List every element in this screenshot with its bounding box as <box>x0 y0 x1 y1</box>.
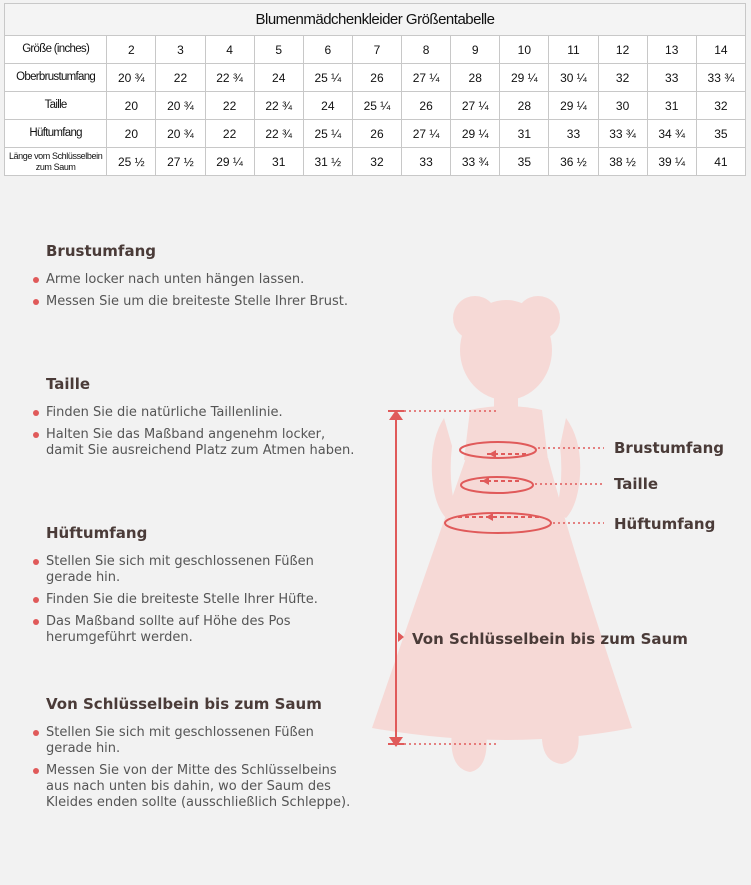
table-cell: 20 <box>107 120 156 148</box>
table-cell: 20 ¾ <box>107 64 156 92</box>
table-cell: 22 <box>156 64 205 92</box>
table-cell: 33 <box>647 64 696 92</box>
size-header-cell: 8 <box>402 36 451 64</box>
table-cell: 28 <box>451 64 500 92</box>
table-cell: 32 <box>598 64 647 92</box>
row-label-bust: Oberbrustumfang <box>5 64 107 92</box>
table-cell: 33 ¾ <box>598 120 647 148</box>
table-cell: 25 ¼ <box>352 92 401 120</box>
table-cell: 26 <box>402 92 451 120</box>
girl-silhouette <box>372 296 632 772</box>
table-cell: 24 <box>254 64 303 92</box>
list-item: Halten Sie das Maßband angenehm locker, damit Sie ausreichend Platz zum Atmen haben. <box>46 427 355 458</box>
section-title-length: Von Schlüsselbein bis zum Saum <box>46 695 322 713</box>
row-label-hip: Hüftumfang <box>5 120 107 148</box>
row-label-length: Länge vom Schlüsselbein zum Saum <box>5 148 107 176</box>
table-cell: 31 <box>500 120 549 148</box>
bust-label: Brustumfang <box>614 439 724 457</box>
list-item: Das Maßband sollte auf Höhe des Pos herumgeführt werden. <box>46 614 356 646</box>
size-header-cell: 10 <box>500 36 549 64</box>
table-cell: 29 ¼ <box>500 64 549 92</box>
table-cell: 27 ¼ <box>451 92 500 120</box>
section-title-waist: Taille <box>46 375 91 393</box>
list-item: Stellen Sie sich mit geschlossenen Füßen gerade hin. <box>46 725 356 757</box>
table-cell: 22 ¾ <box>205 64 254 92</box>
waist-label: Taille <box>614 475 659 493</box>
table-cell: 35 <box>500 148 549 176</box>
table-cell: 41 <box>696 148 745 176</box>
table-cell: 25 ¼ <box>303 64 352 92</box>
table-cell: 29 ¼ <box>549 92 598 120</box>
size-header-cell: 3 <box>156 36 205 64</box>
list-item: Finden Sie die natürliche Taillenlinie. <box>46 405 356 421</box>
table-cell: 31 <box>647 92 696 120</box>
table-cell: 33 <box>402 148 451 176</box>
list-item: Messen Sie von der Mitte des Schlüsselbeins aus nach unten bis dahin, wo der Saum des Kleides enden sollte (ausschließlich Schleppe). <box>46 763 356 811</box>
table-cell: 29 ¼ <box>205 148 254 176</box>
hip-label: Hüftumfang <box>614 515 716 533</box>
size-header-cell: 13 <box>647 36 696 64</box>
table-cell: 27 ¼ <box>402 64 451 92</box>
size-header-cell: 5 <box>254 36 303 64</box>
table-cell: 32 <box>352 148 401 176</box>
table-cell: 27 ¼ <box>402 120 451 148</box>
section-title-hip: Hüftumfang <box>46 524 148 542</box>
table-cell: 31 <box>254 148 303 176</box>
table-cell: 29 ¼ <box>451 120 500 148</box>
section-title-bust: Brustumfang <box>46 242 156 260</box>
table-cell: 22 ¾ <box>254 120 303 148</box>
table-cell: 20 ¾ <box>156 120 205 148</box>
list-item: Arme locker nach unten hängen lassen. <box>46 272 356 288</box>
size-header-cell: 9 <box>451 36 500 64</box>
list-item: Stellen Sie sich mit geschlossenen Füßen gerade hin. <box>46 554 356 586</box>
row-label-waist: Taille <box>5 92 107 120</box>
table-cell: 39 ¼ <box>647 148 696 176</box>
size-header-cell: 12 <box>598 36 647 64</box>
table-cell: 24 <box>303 92 352 120</box>
table-cell: 28 <box>500 92 549 120</box>
table-cell: 27 ½ <box>156 148 205 176</box>
table-cell: 22 ¾ <box>254 92 303 120</box>
size-header-label: Größe (inches) <box>5 36 107 64</box>
table-cell: 22 <box>205 92 254 120</box>
size-header-cell: 7 <box>352 36 401 64</box>
table-title: Blumenmädchenkleider Größentabelle <box>5 4 746 36</box>
table-cell: 36 ½ <box>549 148 598 176</box>
list-item: Finden Sie die breiteste Stelle Ihrer Hüfte. <box>46 592 356 608</box>
table-cell: 25 ½ <box>107 148 156 176</box>
table-cell: 33 <box>549 120 598 148</box>
table-cell: 22 <box>205 120 254 148</box>
size-header-cell: 6 <box>303 36 352 64</box>
table-cell: 26 <box>352 64 401 92</box>
table-cell: 26 <box>352 120 401 148</box>
table-cell: 35 <box>696 120 745 148</box>
table-cell: 20 <box>107 92 156 120</box>
table-cell: 33 ¾ <box>696 64 745 92</box>
length-label: Von Schlüsselbein bis zum Saum <box>412 630 688 648</box>
table-cell: 32 <box>696 92 745 120</box>
size-header-cell: 14 <box>696 36 745 64</box>
size-header-cell: 11 <box>549 36 598 64</box>
table-cell: 25 ¼ <box>303 120 352 148</box>
table-cell: 31 ½ <box>303 148 352 176</box>
table-cell: 33 ¾ <box>451 148 500 176</box>
table-cell: 30 <box>598 92 647 120</box>
table-cell: 20 ¾ <box>156 92 205 120</box>
list-item: Messen Sie um die breiteste Stelle Ihrer Brust. <box>46 294 356 310</box>
size-header-cell: 4 <box>205 36 254 64</box>
size-header-cell: 2 <box>107 36 156 64</box>
table-cell: 38 ½ <box>598 148 647 176</box>
table-cell: 30 ¼ <box>549 64 598 92</box>
table-cell: 34 ¾ <box>647 120 696 148</box>
